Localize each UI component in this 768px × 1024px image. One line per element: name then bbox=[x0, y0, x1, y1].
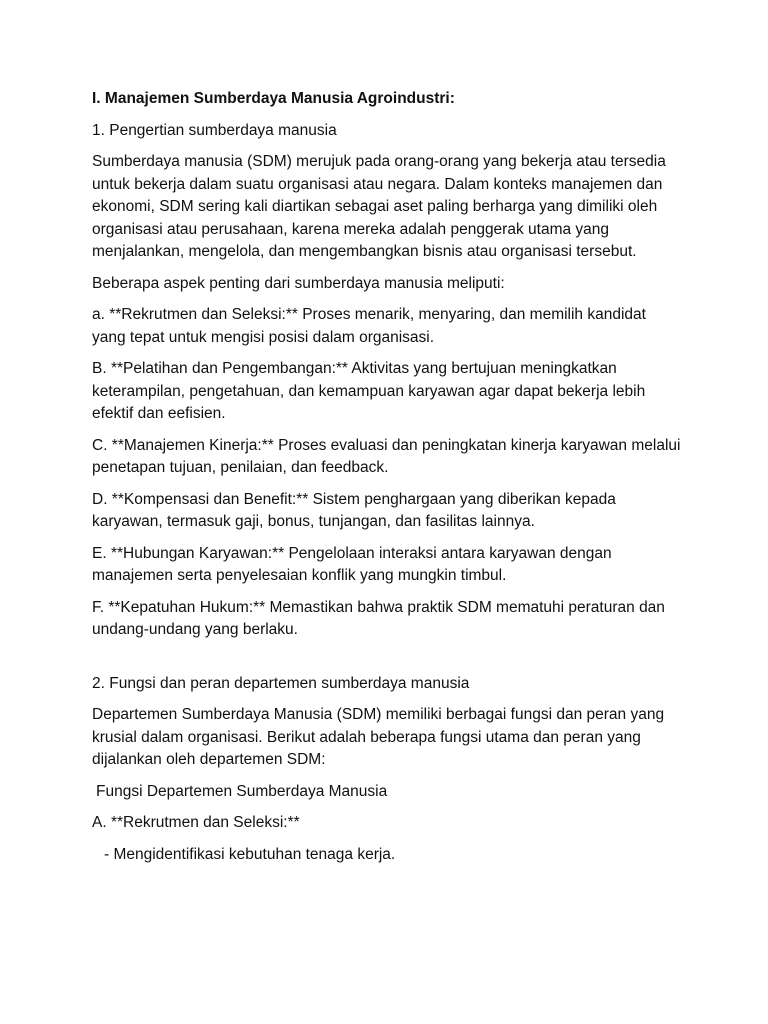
section-2-subheading: Fungsi Departemen Sumberdaya Manusia bbox=[96, 782, 388, 800]
aspect-item-f: F. **Kepatuhan Hukum:** Memastikan bahwa praktik SDM mematuhi peraturan dan undang-undang yang berlaku. bbox=[92, 598, 665, 638]
section-2-intro: Departemen Sumberdaya Manusia (SDM) memiliki berbagai fungsi dan peran yang krusial dalam organisasi. Berikut adalah beberapa fungsi utama dan peran yang dijalankan oleh departemen SDM: bbox=[92, 706, 665, 768]
aspect-item-d: D. **Kompensasi dan Benefit:** Sistem penghargaan yang diberikan kepada karyawan, termasuk gaji, bonus, tunjangan, dan fasilitas lainnya. bbox=[92, 490, 616, 530]
section-2-title: 2. Fungsi dan peran departemen sumberdaya manusia bbox=[92, 674, 470, 692]
function-item-a: A. **Rekrutmen dan Seleksi:** bbox=[92, 814, 300, 831]
aspect-item-c: C. **Manajemen Kinerja:** Proses evaluasi dan peningkatan kinerja karyawan melalui penetapan tujuan, penilaian, dan feedback. bbox=[92, 436, 681, 476]
section-1-title: 1. Pengertian sumberdaya manusia bbox=[92, 121, 337, 139]
function-item-a-point: - Mengidentifikasi kebutuhan tenaga kerja. bbox=[104, 845, 396, 863]
section-1-intro: Sumberdaya manusia (SDM) merujuk pada orang-orang yang bekerja atau tersedia untuk bekerja dalam suatu organisasi atau negara. Dalam konteks manajemen dan ekonomi, SDM sering kali diartikan sebagai aset paling berharga yang dimiliki oleh organisasi atau perusahaan, karena mereka adalah penggerak utama yang menjalankan, mengelola, dan mengembangkan bisnis atau organisasi tersebut. bbox=[92, 153, 666, 260]
aspect-item-e: E. **Hubungan Karyawan:** Pengelolaan interaksi antara karyawan dengan manajemen serta penyelesaian konflik yang mungkin timbul. bbox=[92, 544, 612, 584]
aspect-item-b: B. **Pelatihan dan Pengembangan:** Aktivitas yang bertujuan meningkatkan keterampilan, pengetahuan, dan kemampuan karyawan agar dapat bekerja lebih efektif dan eefisien. bbox=[92, 360, 646, 422]
document-heading: I. Manajemen Sumberdaya Manusia Agroindustri: bbox=[92, 90, 455, 107]
paragraph-gap bbox=[92, 651, 682, 673]
aspect-item-a: a. **Rekrutmen dan Seleksi:** Proses menarik, menyaring, dan memilih kandidat yang tepat untuk mengisi posisi dalam organisasi. bbox=[92, 306, 646, 346]
document-body bbox=[92, 88, 682, 875]
aspects-intro: Beberapa aspek penting dari sumberdaya manusia meliputi: bbox=[92, 274, 505, 292]
